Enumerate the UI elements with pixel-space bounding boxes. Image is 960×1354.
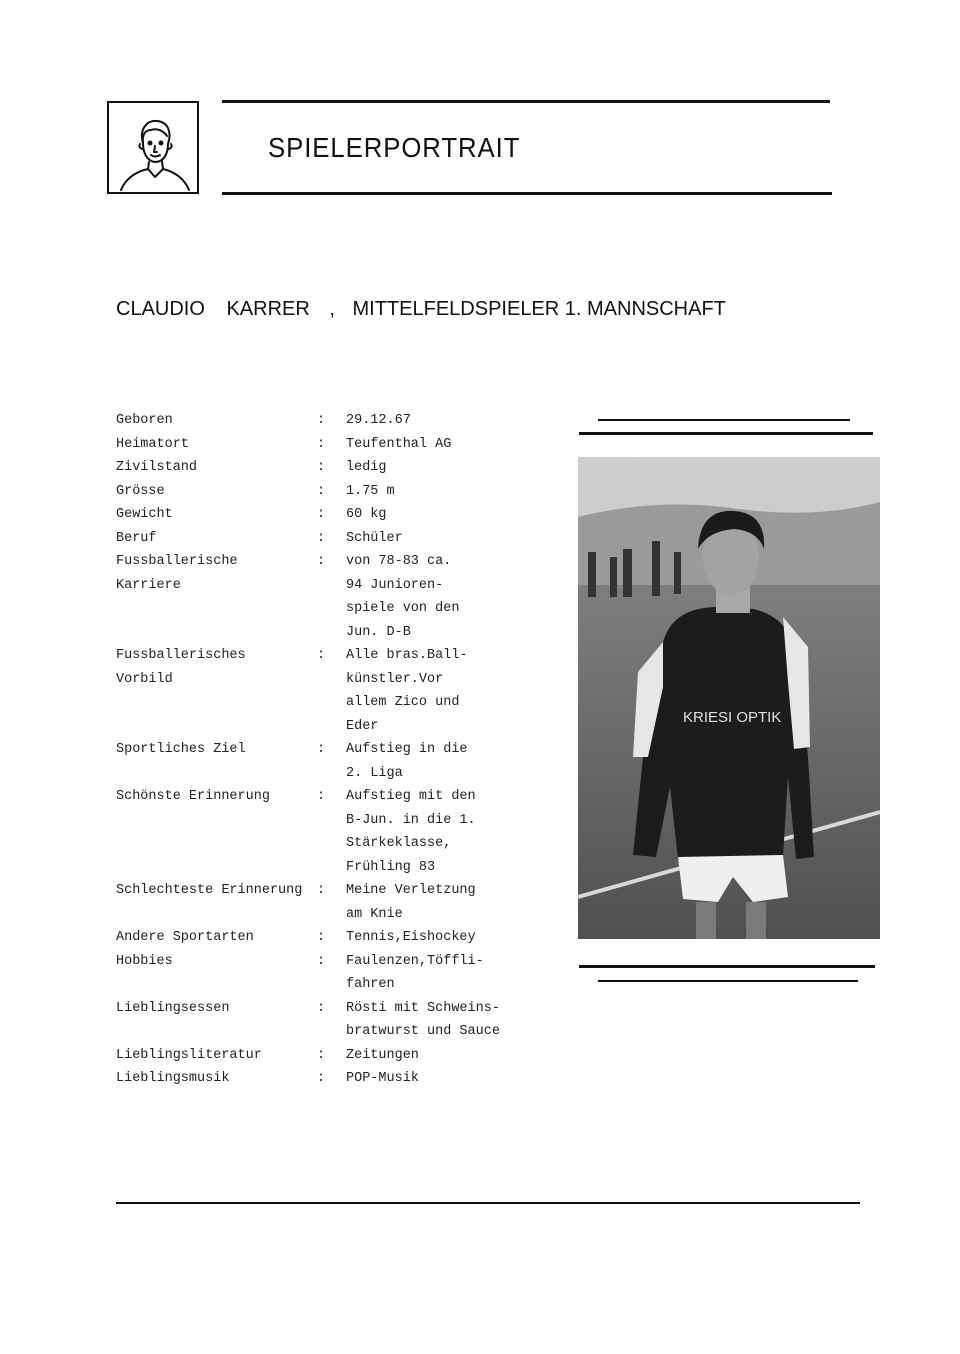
profile-row [116, 480, 526, 504]
profile-label-line: Lieblingsmusik [116, 1071, 230, 1086]
profile-row [116, 738, 526, 785]
profile-colon: : [317, 1000, 326, 1016]
profile-row [116, 644, 526, 738]
profile-label [116, 950, 317, 997]
profile-label-line: Geboren [116, 413, 173, 428]
profile-colon: : [317, 883, 326, 898]
profile-value [346, 644, 526, 738]
profile-value [346, 550, 526, 644]
profile-row [116, 879, 526, 926]
profile-value-line: Tennis,Eishockey [346, 930, 476, 945]
profile-value-line: B-Jun. in die 1. [346, 812, 476, 828]
profile-label-line: Andere Sportarten [116, 930, 254, 945]
profile-label [116, 879, 317, 926]
profile-label [116, 433, 317, 457]
profile-colon: : [317, 648, 326, 663]
profile-value-line: Schüler [346, 530, 403, 546]
profile-colon: : [317, 413, 326, 428]
profile-value-line: allem Zico und [346, 695, 460, 710]
profile-value-line: 1.75 m [346, 483, 395, 499]
profile-label-line: Sportliches Ziel [116, 742, 246, 757]
profile-label-line: Heimatort [116, 436, 189, 452]
profile-row [116, 785, 526, 879]
profile-colon: : [317, 953, 326, 969]
profile-value [346, 1044, 526, 1068]
profile-label [116, 1067, 317, 1091]
profile-label-line: Grösse [116, 483, 165, 499]
profile-label [116, 456, 317, 480]
profile-label-line: Karriere [116, 577, 181, 593]
profile-value-line: Teufenthal AG [346, 436, 452, 452]
profile-row [116, 997, 526, 1044]
profile-value-line: 60 kg [346, 507, 387, 522]
profile-colon: : [317, 530, 326, 546]
profile-label [116, 785, 317, 879]
profile-value-line: 94 Junioren- [346, 577, 444, 593]
profile-colon: : [317, 483, 326, 499]
profile-label-line: Lieblingsliteratur [116, 1047, 262, 1063]
player-avatar-logo [107, 101, 199, 194]
profile-label-line: Schönste Erinnerung [116, 789, 270, 804]
photo-rule-2 [579, 432, 873, 435]
profile-colon: : [317, 554, 326, 569]
player-photo [578, 457, 880, 939]
profile-label [116, 1044, 317, 1068]
profile-colon: : [317, 460, 326, 475]
profile-row [116, 926, 526, 950]
profile-value-line: künstler.Vor [346, 671, 444, 687]
header-rule-bottom [222, 192, 832, 195]
profile-value [346, 527, 526, 551]
profile-value-line: Jun. D-B [346, 624, 411, 640]
profile-label-line: Beruf [116, 530, 157, 546]
profile-colon: : [317, 436, 326, 452]
profile-label-line: Fussballerische [116, 554, 238, 569]
profile-label [116, 738, 317, 785]
profile-value-line: Rösti mit Schweins- [346, 1000, 500, 1016]
profile-label-line: Vorbild [116, 671, 173, 687]
profile-label [116, 527, 317, 551]
profile-list [116, 409, 526, 1091]
profile-value-line: Aufstieg mit den [346, 789, 476, 804]
profile-value-line: Aufstieg in die [346, 742, 468, 757]
profile-value [346, 785, 526, 879]
profile-value-line: 29.12.67 [346, 413, 411, 428]
profile-value-line: Frühling 83 [346, 859, 436, 875]
header-rule-top [222, 100, 830, 103]
profile-value-line: 2. Liga [346, 765, 403, 781]
profile-colon: : [317, 930, 326, 945]
profile-colon: : [317, 1047, 326, 1063]
footer-rule [116, 1202, 860, 1204]
profile-label [116, 644, 317, 738]
profile-label-line: Fussballerisches [116, 648, 246, 663]
profile-row [116, 409, 526, 433]
profile-value [346, 879, 526, 926]
profile-value-line: Eder [346, 718, 379, 734]
profile-row [116, 456, 526, 480]
profile-colon: : [317, 789, 326, 804]
profile-row [116, 433, 526, 457]
profile-label [116, 409, 317, 433]
profile-label-line: Hobbies [116, 953, 173, 969]
profile-value-line: Zeitungen [346, 1047, 419, 1063]
profile-value [346, 503, 526, 527]
player-name: CLAUDIO KARRER [116, 298, 310, 320]
profile-value-line: POP-Musik [346, 1071, 419, 1086]
photo-rule-3 [579, 965, 875, 968]
profile-label [116, 550, 317, 644]
profile-row [116, 527, 526, 551]
profile-label [116, 503, 317, 527]
profile-value [346, 997, 526, 1044]
profile-value-line: von 78-83 ca. [346, 554, 452, 569]
profile-value [346, 480, 526, 504]
jersey-sponsor-text: KRIESI OPTIK [683, 709, 782, 726]
profile-value-line: Faulenzen,Töffli- [346, 953, 484, 969]
profile-value-line: fahren [346, 977, 395, 992]
profile-value-line: Meine Verletzung [346, 883, 476, 898]
profile-label-line: Gewicht [116, 507, 173, 522]
profile-colon: : [317, 742, 326, 757]
profile-value [346, 1067, 526, 1091]
profile-row [116, 503, 526, 527]
profile-value [346, 738, 526, 785]
profile-label [116, 997, 317, 1044]
profile-label [116, 926, 317, 950]
profile-row [116, 1067, 526, 1091]
profile-colon: : [317, 1071, 326, 1086]
profile-row [116, 1044, 526, 1068]
profile-value [346, 409, 526, 433]
player-heading [116, 298, 726, 321]
profile-row [116, 550, 526, 644]
profile-label [116, 480, 317, 504]
profile-value-line: Stärkeklasse, [346, 836, 452, 851]
page-title: SPIELERPORTRAIT [268, 132, 521, 163]
profile-value [346, 950, 526, 997]
profile-label-line: Schlechteste Erinnerung [116, 883, 303, 898]
player-sketch-icon [109, 103, 197, 192]
profile-value-line: ledig [346, 460, 387, 475]
photo-rule-4 [598, 980, 858, 982]
photo-rule-1 [598, 419, 850, 421]
profile-row [116, 950, 526, 997]
profile-value-line: am Knie [346, 906, 403, 922]
profile-value [346, 456, 526, 480]
profile-value-line: spiele von den [346, 601, 460, 616]
player-role: MITTELFELDSPIELER 1. MANNSCHAFT [352, 298, 726, 320]
profile-colon: : [317, 507, 326, 522]
profile-value [346, 926, 526, 950]
profile-value-line: Alle bras.Ball- [346, 648, 468, 663]
profile-label-line: Lieblingsessen [116, 1000, 230, 1016]
profile-value-line: bratwurst und Sauce [346, 1024, 500, 1039]
heading-separator: , [329, 298, 335, 320]
profile-label-line: Zivilstand [116, 460, 198, 475]
profile-value [346, 433, 526, 457]
